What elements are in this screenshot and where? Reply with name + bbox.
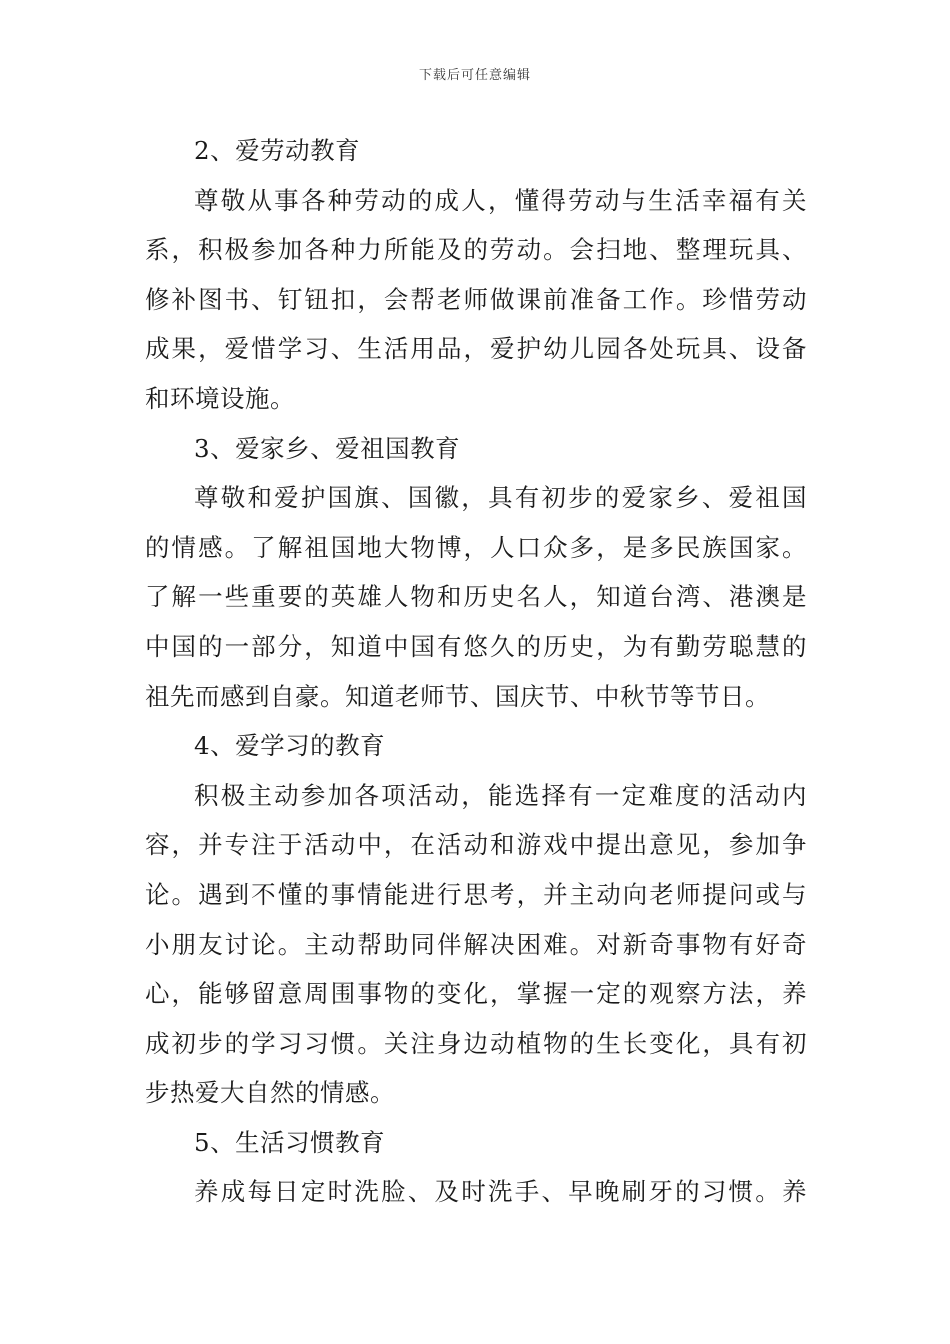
paragraph-line: 步热爱大自然的情感。 [145,1078,395,1108]
paragraph-line: 系，积极参加各种力所能及的劳动。会扫地、整理玩具、 [145,235,807,265]
section-heading: 2、爱劳动教育 [194,136,361,165]
paragraph-line: 尊敬和爱护国旗、国徽，具有初步的爱家乡、爱祖国 [194,483,807,513]
paragraph-line: 论。遇到不懂的事情能进行思考，并主动向老师提问或与 [145,879,807,909]
paragraph-line: 容，并专注于活动中，在活动和游戏中提出意见，参加争 [145,830,807,860]
paragraph-line: 小朋友讨论。主动帮助同伴解决困难。对新奇事物有好奇 [145,929,807,959]
paragraph-line: 修补图书、钉钮扣，会帮老师做课前准备工作。珍惜劳动 [145,284,807,314]
paragraph-line: 尊敬从事各种劳动的成人，懂得劳动与生活幸福有关 [194,185,807,215]
paragraph-line: 成果，爱惜学习、生活用品，爱护幼儿园各处玩具、设备 [145,334,807,364]
section-heading: 3、爱家乡、爱祖国教育 [194,433,461,463]
paragraph-line: 养成每日定时洗脸、及时洗手、早晚刷牙的习惯。养 [194,1177,807,1207]
paragraph-line: 中国的一部分，知道中国有悠久的历史，为有勤劳聪慧的 [145,631,807,661]
page-header: 下载后可任意编辑 [418,68,531,83]
section-heading: 4、爱学习的教育 [194,731,386,761]
paragraph-line: 和环境设施。 [145,383,295,413]
paragraph-line: 了解一些重要的英雄人物和历史名人，知道台湾、港澳是 [145,582,807,612]
paragraph-line: 成初步的学习习惯。关注身边动植物的生长变化，具有初 [145,1028,807,1058]
paragraph-line: 心，能够留意周围事物的变化，掌握一定的观察方法，养 [145,979,807,1009]
document-body [145,126,807,1217]
section-heading: 5、生活习惯教育 [194,1127,386,1157]
paragraph-line: 的情感。了解祖国地大物博，人口众多，是多民族国家。 [145,532,807,562]
paragraph-line: 积极主动参加各项活动，能选择有一定难度的活动内 [194,780,807,810]
paragraph-line: 祖先而感到自豪。知道老师节、国庆节、中秋节等节日。 [145,681,770,711]
